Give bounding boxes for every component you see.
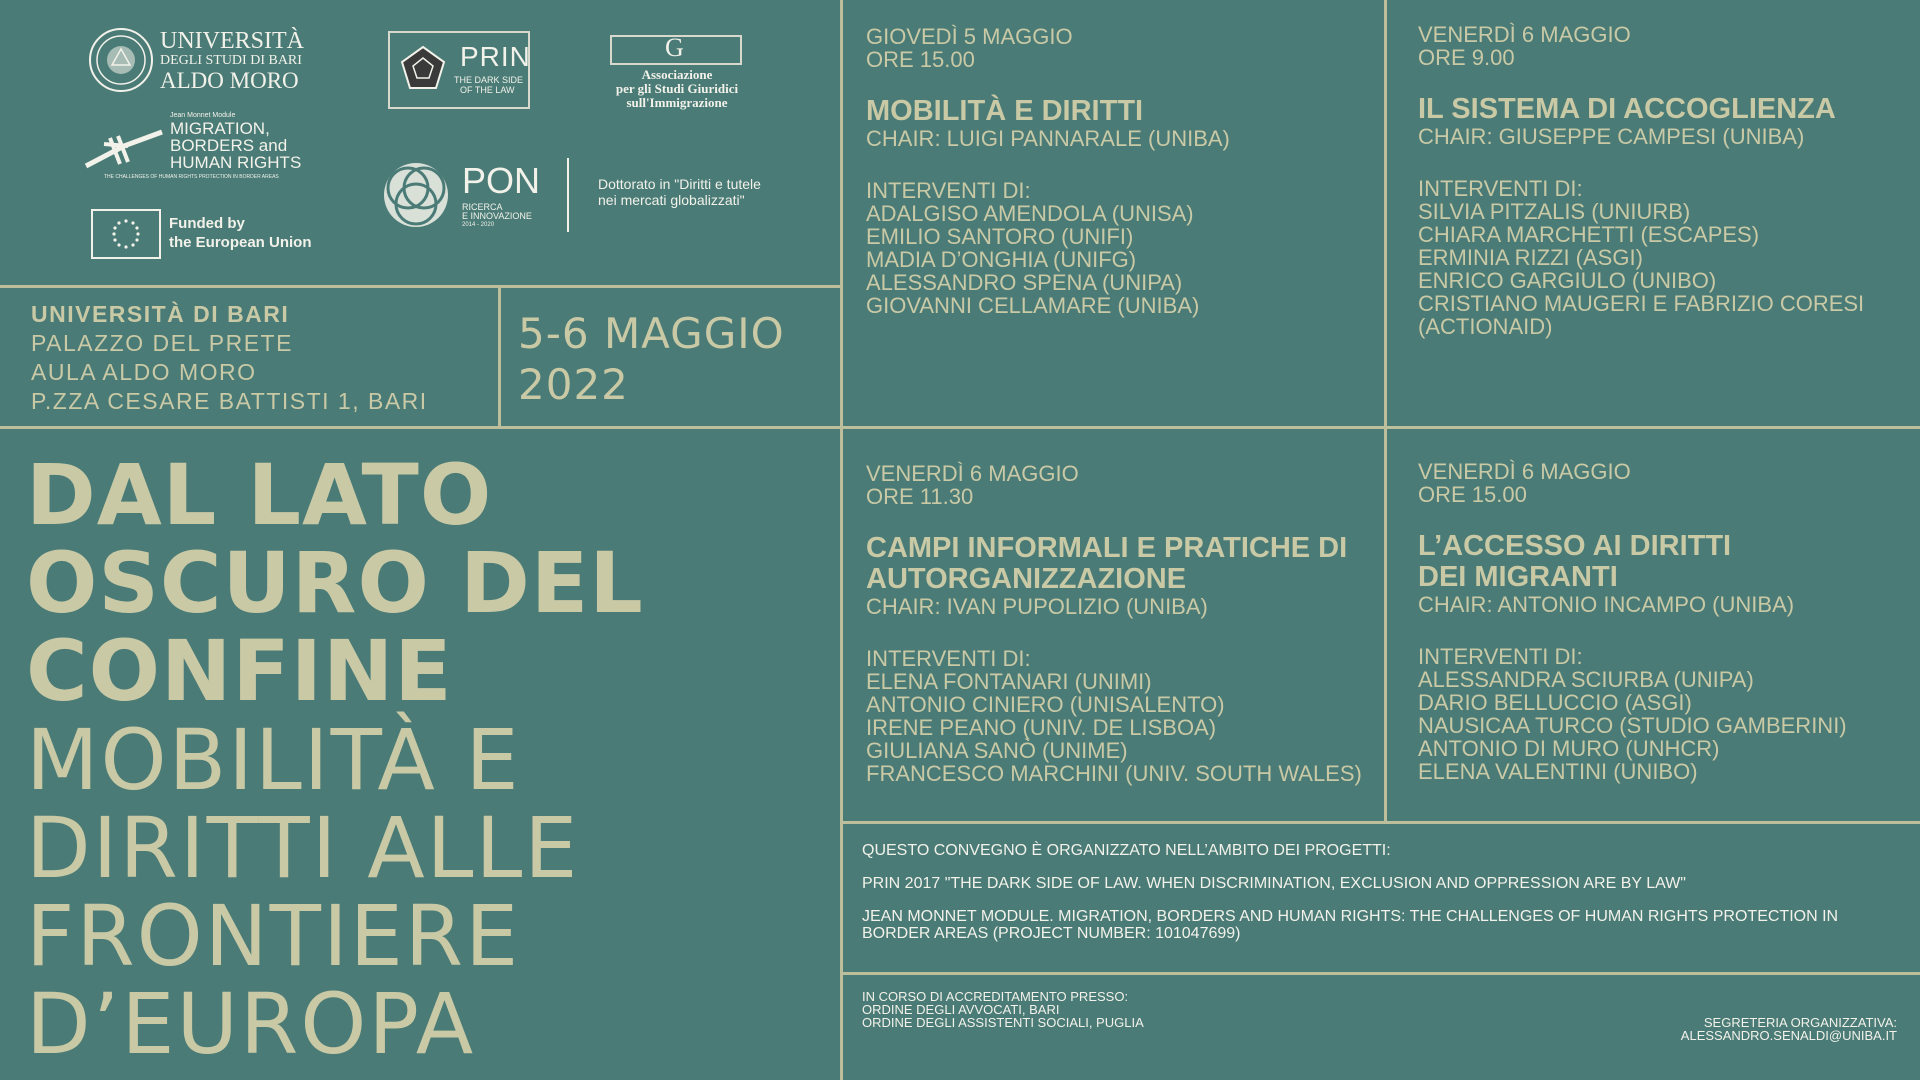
title-bold1: DAL LATO <box>26 446 493 544</box>
session-time: ORE 15.00 <box>1418 482 1527 507</box>
speaker: ELENA FONTANARI (UNIMI) <box>866 669 1152 694</box>
asgi-line3: sull'Immigrazione <box>626 95 728 110</box>
jm-line2: BORDERS and <box>170 136 288 155</box>
jm-line1: MIGRATION, <box>170 119 270 138</box>
pon-separator <box>567 158 569 232</box>
uniba-line1: UNIVERSITÀ <box>160 28 304 54</box>
session-lead: INTERVENTI DI: <box>866 178 1031 203</box>
speaker: GIULIANA SANÒ (UNIME) <box>866 738 1128 763</box>
accreditation-line2: ORDINE DEGLI AVVOCATI, BARI <box>862 1002 1060 1017</box>
eu-logo <box>91 209 331 259</box>
pon-years: 2014 - 2020 <box>462 222 495 228</box>
divider-right-bottom <box>842 972 1920 975</box>
session-title: L’ACCESSO AI DIRITTI <box>1418 530 1732 562</box>
uniba-line3: ALDO MORO <box>160 68 299 93</box>
speaker: NAUSICAA TURCO (STUDIO GAMBERINI) <box>1418 713 1847 738</box>
projects-jm-line1: JEAN MONNET MODULE. MIGRATION, BORDERS AND HUMAN RIGHTS: THE CHALLENGES OF HUMAN RIGHTS PROTECTION IN <box>862 908 1839 925</box>
session-time: ORE 15.00 <box>866 47 975 72</box>
secretariat-label: SEGRETERIA ORGANIZZATIVA: <box>1703 1015 1897 1030</box>
projects-prin: PRIN 2017 "THE DARK SIDE OF LAW. WHEN DISCRIMINATION, EXCLUSION AND OPPRESSION ARE BY LAW" <box>862 875 1686 892</box>
uniba-line2: DEGLI STUDI DI BARI <box>160 53 302 68</box>
speaker: EMILIO SANTORO (UNIFI) <box>866 224 1134 249</box>
session-lead: INTERVENTI DI: <box>1418 644 1583 669</box>
speaker: DARIO BELLUCCIO (ASGI) <box>1418 690 1692 715</box>
title-thin3: FRONTIERE <box>26 887 521 985</box>
pon-title: PON <box>462 160 541 201</box>
divider-right-lower <box>842 821 1920 824</box>
title-thin4: D’EUROPA <box>26 975 476 1073</box>
session-lead: INTERVENTI DI: <box>1418 176 1583 201</box>
session-day: VENERDÌ 6 MAGGIO <box>1418 22 1631 47</box>
secretariat-block <box>1681 1016 1897 1042</box>
projects-jm-line2: BORDER AREAS (PROJECT NUMBER: 101047699) <box>862 925 1241 942</box>
subtitle <box>26 711 580 1073</box>
session-title-cont: AUTORGANIZZAZIONE <box>866 563 1187 595</box>
uniba-seal-icon <box>88 27 154 93</box>
jm-line3: HUMAN RIGHTS <box>170 153 302 172</box>
session-chair: CHAIR: IVAN PUPOLIZIO (UNIBA) <box>866 594 1208 619</box>
session-time: ORE 11.30 <box>866 484 974 509</box>
prin-dodecahedron-icon <box>398 44 448 94</box>
session-day: GIOVEDÌ 5 MAGGIO <box>866 24 1073 49</box>
session-3 <box>866 462 1371 785</box>
prin-sub1: THE DARK SIDE <box>454 75 524 85</box>
session-4 <box>1418 460 1918 783</box>
session-2 <box>1418 23 1918 338</box>
venue-line3: AULA ALDO MORO <box>31 359 257 385</box>
pon-circles-icon <box>378 158 456 232</box>
speaker: ERMINIA RIZZI (ASGI) <box>1418 245 1643 270</box>
divider-left-column <box>840 0 843 1080</box>
dates-line2: 2022 <box>518 360 629 409</box>
pon-sub2: E INNOVAZIONE <box>462 211 532 221</box>
prin-logo <box>388 31 530 109</box>
session-chair: CHAIR: ANTONIO INCAMPO (UNIBA) <box>1418 592 1795 617</box>
divider-venue <box>498 287 501 426</box>
session-time: ORE 9.00 <box>1418 45 1515 70</box>
eu-line2: the European Union <box>169 234 312 251</box>
speaker: ANTONIO DI MURO (UNHCR) <box>1418 736 1720 761</box>
jm-caption: THE CHALLENGES OF HUMAN RIGHTS PROTECTION IN BORDER AREAS <box>104 174 279 180</box>
venue-line2: PALAZZO DEL PRETE <box>31 330 293 356</box>
session-chair: CHAIR: GIUSEPPE CAMPESI (UNIBA) <box>1418 124 1805 149</box>
asgi-logo <box>605 35 749 115</box>
speaker: IRENE PEANO (UNIV. DE LISBOA) <box>866 715 1217 740</box>
divider-top-left <box>0 285 842 288</box>
speaker: SILVIA PITZALIS (UNIURB) <box>1418 199 1691 224</box>
speaker: ALESSANDRO SPENA (UNIPA) <box>866 270 1183 295</box>
speaker: CHIARA MARCHETTI (ESCAPES) <box>1418 222 1760 247</box>
speaker: ADALGISO AMENDOLA (UNISA) <box>866 201 1194 226</box>
dates-line1: 5-6 MAGGIO <box>518 309 785 358</box>
speaker: (ACTIONAID) <box>1418 314 1553 339</box>
eu-line1: Funded by <box>169 215 245 232</box>
venue-line4: P.ZZA CESARE BATTISTI 1, BARI <box>31 388 428 414</box>
session-title-cont: DEI MIGRANTI <box>1418 561 1618 593</box>
session-title: CAMPI INFORMALI E PRATICHE DI <box>866 532 1348 564</box>
accreditation-line1: IN CORSO DI ACCREDITAMENTO PRESSO: <box>862 989 1129 1004</box>
session-chair: CHAIR: LUIGI PANNARALE (UNIBA) <box>866 126 1230 151</box>
session-day: VENERDÌ 6 MAGGIO <box>1418 459 1631 484</box>
session-1 <box>866 25 1371 317</box>
accreditation-line3: ORDINE DEGLI ASSISTENTI SOCIALI, PUGLIA <box>862 1015 1144 1030</box>
divider-right-column <box>1384 0 1387 822</box>
speaker: ENRICO GARGIULO (UNIBO) <box>1418 268 1717 293</box>
venue-line1: UNIVERSITÀ DI BARI <box>31 301 290 327</box>
accreditation-block <box>862 990 1144 1029</box>
dottorato-text: Dottorato in "Diritti e tutele nei mercati globalizzati" <box>598 176 761 208</box>
title-bold3: CONFINE <box>26 622 453 720</box>
jm-small: Jean Monnet Module <box>170 112 236 119</box>
prin-sub2: OF THE LAW <box>460 85 515 95</box>
speaker: MADIA D’ONGHIA (UNIFG) <box>866 247 1137 272</box>
projects-intro: QUESTO CONVEGNO È ORGANIZZATO NELL’AMBITO DEI PROGETTI: <box>862 842 1391 859</box>
eu-flag-icon <box>91 209 161 259</box>
event-dates <box>518 308 785 410</box>
speaker: ALESSANDRA SCIURBA (UNIPA) <box>1418 667 1754 692</box>
pon-logo <box>378 158 541 232</box>
main-title <box>26 446 644 720</box>
jean-monnet-logo <box>84 112 320 184</box>
venue-block <box>31 300 428 416</box>
asgi-line2: per gli Studi Giuridici <box>615 81 739 96</box>
prin-title: PRIN <box>460 41 531 72</box>
speaker: GIOVANNI CELLAMARE (UNIBA) <box>866 293 1200 318</box>
speaker: ANTONIO CINIERO (UNISALENTO) <box>866 692 1225 717</box>
speaker: ELENA VALENTINI (UNIBO) <box>1418 759 1698 784</box>
speaker: FRANCESCO MARCHINI (UNIV. SOUTH WALES) <box>866 761 1362 786</box>
asgi-letter: G <box>665 33 684 62</box>
divider-middle <box>0 426 1920 429</box>
asgi-line1: Associazione <box>641 67 713 82</box>
speaker: CRISTIANO MAUGERI E FABRIZIO CORESI <box>1418 291 1865 316</box>
title-thin1: MOBILITÀ E <box>26 711 521 809</box>
title-bold2: OSCURO DEL <box>26 534 644 632</box>
session-lead: INTERVENTI DI: <box>866 646 1031 671</box>
session-title: MOBILITÀ E DIRITTI <box>866 95 1144 127</box>
secretariat-email[interactable]: ALESSANDRO.SENALDI@UNIBA.IT <box>1680 1028 1897 1043</box>
uniba-logo <box>88 25 318 95</box>
projects-block <box>862 842 1902 942</box>
session-title: IL SISTEMA DI ACCOGLIENZA <box>1418 93 1836 125</box>
barbed-wire-icon <box>84 124 164 174</box>
pon-sub1: RICERCA <box>462 202 503 212</box>
title-thin2: DIRITTI ALLE <box>26 799 580 897</box>
session-day: VENERDÌ 6 MAGGIO <box>866 461 1079 486</box>
